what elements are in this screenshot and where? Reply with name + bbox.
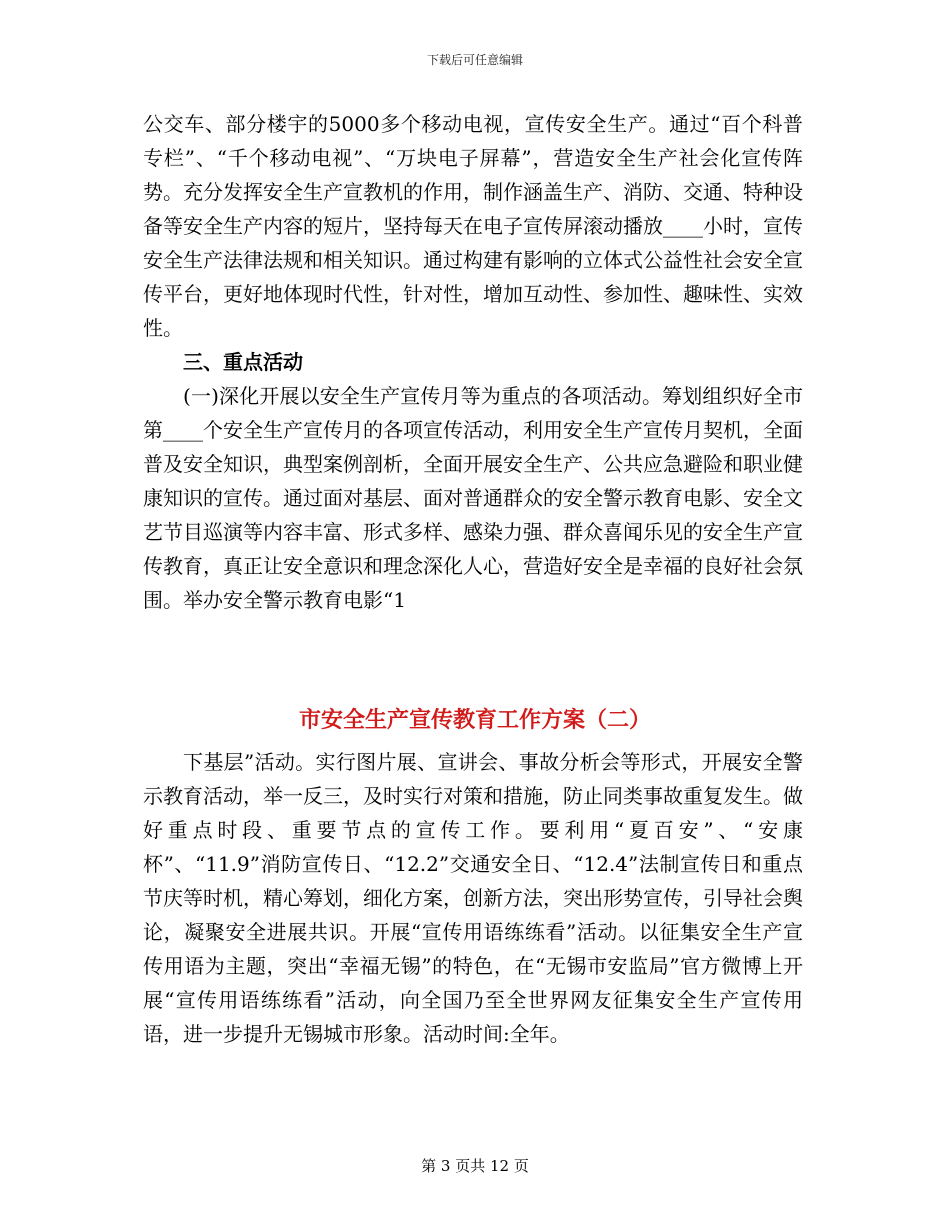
paragraph-publicity-media: 公交车、部分楼宇的5000多个移动电视，宣传安全生产。通过“百个科普专栏”、“千个移动电视”、“万块电子屏幕”，营造安全生产社会化宣传阵势。充分发挥安全生产宣教机的作用，制作涵盖生产、消防、交通、特种设备等安全生产内容的短片，坚持每天在电子宣传屏滚动播放____小时，宣传安全生产法律法规和相关知识。通过构建有影响的立体式公益性社会安全宣传平台，更好地体现时代性，针对性，增加互动性、参加性、趣味性、实效性。 — [143, 112, 803, 340]
page-header: 下载后可任意编辑 — [426, 53, 523, 67]
section-title-body — [143, 745, 803, 1051]
paragraph-grassroots-activity: 下基层”活动。实行图片展、宣讲会、事故分析会等形式，开展安全警示教育活动，举一反三，及时实行对策和措施，防止同类事故重复发生。做好重点时段、重要节点的宣传工作。要利用“夏百安”、“安康杯”、“11.9”消防宣传日、“12.2”交通安全日、“12.4”法制宣传日和重点节庆等时机，精心筹划，细化方案，创新方法，突出形势宣传，引导社会舆论，凝聚安全进展共识。开展“宣传用语练练看”活动。以征集安全生产宣传用语为主题，突出“幸福无锡”的特色，在“无锡市安监局”官方微博上开展“宣传用语练练看”活动，向全国乃至全世界网友征集安全生产宣传用语，进一步提升无锡城市形象。活动时间:全年。 — [143, 750, 803, 1046]
section-continuation — [143, 107, 803, 617]
document-title: 市安全生产宣传教育工作方案（二） — [298, 707, 651, 733]
page-number: 第 3 页共 12 页 — [421, 1157, 529, 1175]
paragraph-safety-month: (一)深化开展以安全生产宣传月等为重点的各项活动。筹划组织好全市第____个安全生产宣传月的各项宣传活动，利用安全生产宣传月契机，全面普及安全知识，典型案例剖析，全面开展安全生产、公共应急避险和职业健康知识的宣传。通过面对基层、面对普通群众的安全警示教育电影、安全文艺节目巡演等内容丰富、形式多样、感染力强、群众喜闻乐见的安全生产宣传教育，真正让安全意识和理念深化人心，营造好安全是幸福的良好社会氛围。举办安全警示教育电影“1 — [143, 384, 803, 612]
section-heading-key-activities: 三、重点活动 — [183, 350, 303, 374]
